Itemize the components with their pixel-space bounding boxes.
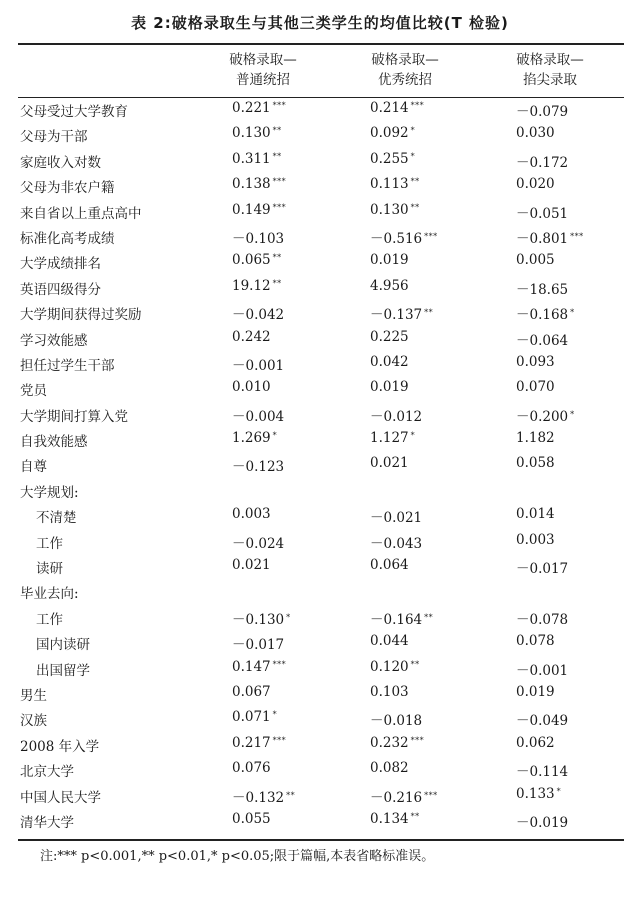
cell-value: 0.065 [232,252,271,269]
row-label: 父母为干部 [20,129,88,146]
significance-marker: *** [272,177,287,187]
row-label: 大学期间打算入党 [20,408,128,425]
row-label: 担任过学生干部 [20,357,115,374]
cell-value: 19.12 [232,277,271,294]
significance-marker: *** [424,790,438,800]
table-cell [370,786,438,806]
column-header-2-line1: 破格录取— [371,52,439,68]
row-label: 北京大学 [20,764,74,781]
table-cell [232,430,277,446]
table-cell [516,430,557,446]
cell-value: 0.076 [232,760,271,777]
cell-value: 0.242 [232,328,271,345]
cell-value: －0.079 [516,104,569,120]
table-row [0,275,640,300]
table-row [0,224,640,249]
table-cell [370,405,424,425]
table-cell [370,227,438,247]
table-row [0,427,640,452]
cell-value: 0.042 [370,353,409,370]
table-cell [516,582,518,598]
table-title: 表 2:破格录取生与其他三类学生的均值比较(T 检验) [131,14,509,32]
table-cell [370,811,420,827]
significance-marker: *** [272,659,287,669]
significance-marker: ** [410,202,420,212]
cell-value: －0.172 [516,154,569,171]
significance-marker: *** [272,101,287,110]
table-cell [370,582,372,598]
table-cell [370,684,411,700]
cell-value: 0.147 [232,658,271,675]
table-cell [232,100,286,116]
table-cell [516,303,575,323]
cell-value: －0.164 [370,611,423,628]
table-row [0,402,640,427]
cell-value: 0.064 [370,557,409,574]
table-row [0,554,640,579]
significance-marker: * [410,126,416,136]
row-label: 党员 [20,383,47,400]
significance-marker: * [272,710,278,720]
bottom-rule [18,839,624,841]
table-cell [516,735,557,751]
column-header-1 [188,50,338,90]
table-footnote: 注:*** p<0.001,** p<0.01,* p<0.05;限于篇幅,本表省略标准误。 [40,849,435,864]
cell-value: －0.001 [232,357,285,374]
column-header-3 [475,50,625,90]
table-cell [232,532,286,552]
table-cell [370,125,415,141]
cell-value: －0.064 [516,332,569,349]
table-cell [232,582,234,598]
table-cell [516,659,570,679]
table-cell [370,354,411,370]
row-label: 不清楚 [36,510,77,527]
cell-value: －0.001 [516,662,569,679]
table-cell [232,151,282,167]
cell-value: 0.130 [232,125,271,142]
table-row [0,351,640,376]
significance-marker: *** [410,735,425,745]
table-row [0,656,640,681]
table-row [0,300,640,325]
column-header-1-line1: 破格录取— [229,52,297,68]
table-cell [232,329,273,345]
cell-value: 0.149 [232,201,271,218]
table-cell [370,532,424,552]
table-cell [232,709,277,725]
row-label: 父母为非农户籍 [20,180,115,197]
table-cell [516,811,570,831]
table-row [0,97,640,122]
cell-value: 0.010 [232,379,271,396]
cell-value: －0.103 [232,230,285,247]
row-label: 大学成绩排名 [20,256,101,273]
table-cell [370,633,411,649]
cell-value: 0.021 [232,557,271,574]
row-label: 国内读研 [36,637,90,654]
table-cell [232,659,286,675]
table-cell [516,557,570,577]
table-cell [370,202,420,218]
table-cell [370,709,424,729]
cell-value: －0.216 [370,789,423,806]
cell-value: －0.801 [516,230,569,247]
cell-value: 1.127 [370,430,409,447]
cell-value: 0.093 [516,353,555,370]
significance-marker: ** [272,151,282,161]
cell-value: －0.516 [370,230,423,247]
cell-value: －0.017 [516,561,569,578]
table-row [0,706,640,731]
table-row [0,376,640,401]
row-label: 清华大学 [20,814,74,831]
cell-value: 0.055 [232,810,271,827]
table-cell [370,430,415,446]
significance-marker: ** [272,126,282,136]
table-cell [516,202,570,222]
cell-value: －0.200 [516,408,569,425]
cell-value: 0.134 [370,810,409,827]
table-row [0,249,640,274]
significance-marker: ** [424,612,434,622]
table-cell [516,329,570,349]
cell-value: 1.269 [232,430,271,447]
table-cell [516,760,570,780]
cell-value: 0.225 [370,328,409,345]
cell-value: －0.004 [232,408,285,425]
table-cell [516,684,557,700]
cell-value: 0.019 [516,683,555,700]
column-header-3-line2: 掐尖录取 [523,72,577,88]
table-cell [232,227,286,247]
cell-value: 0.133 [516,785,555,802]
row-label: 自我效能感 [20,434,88,451]
table-row [0,173,640,198]
cell-value: 0.078 [516,633,555,650]
table-cell [232,278,282,294]
cell-value: －0.043 [370,535,423,552]
significance-marker: *** [272,202,287,212]
cell-value: 0.014 [516,506,555,523]
column-header-3-line1: 破格录取— [516,52,584,68]
table-cell [232,684,273,700]
cell-value: －0.123 [232,459,285,476]
row-label: 英语四级得分 [20,281,101,298]
cell-value: 0.019 [370,379,409,396]
row-label: 父母受过大学教育 [20,104,128,120]
cell-value: 0.005 [516,252,555,269]
cell-value: －0.049 [516,713,569,730]
row-label: 家庭收入对数 [20,154,101,171]
significance-marker: * [410,431,416,441]
table-cell [232,481,234,497]
table-cell [232,252,282,268]
significance-marker: * [272,431,278,441]
table-cell [370,176,420,192]
cell-value: 0.311 [232,150,271,167]
table-row [0,122,640,147]
row-label: 汉族 [20,713,47,730]
row-label: 学习效能感 [20,332,88,349]
table-cell [232,405,286,425]
table-cell [516,405,575,425]
significance-marker: * [556,786,562,796]
cell-value: 0.082 [370,760,409,777]
cell-value: 0.019 [370,252,409,269]
table-cell [370,481,372,497]
significance-marker: *** [410,101,425,110]
table-row [0,757,640,782]
significance-marker: ** [424,308,434,318]
cell-value: 0.255 [370,150,409,167]
table-row [0,579,640,604]
table-cell [232,455,286,475]
significance-marker: * [286,612,291,622]
row-label: 2008 年入学 [20,738,100,755]
table-cell [370,455,411,471]
cell-value: 0.058 [516,455,555,472]
cell-value: 0.092 [370,125,409,142]
significance-marker: *** [570,231,584,241]
table-cell [370,100,424,116]
table-cell [370,659,420,675]
table-cell [516,532,557,548]
table-cell [232,760,273,776]
cell-value: 0.003 [232,506,271,523]
table-cell [370,379,411,395]
table-cell [516,455,557,471]
table-cell [370,151,415,167]
row-label: 出国留学 [36,662,90,679]
cell-value: －0.137 [370,307,423,324]
column-header-2 [330,50,480,90]
significance-marker: * [410,151,416,161]
table-cell [516,227,584,247]
table-row [0,478,640,503]
cell-value: －0.130 [232,611,285,628]
significance-marker: ** [286,790,296,800]
table-cell [516,252,557,268]
cell-value: －0.017 [232,637,285,654]
table-cell [516,100,570,120]
cell-value: 0.130 [370,201,409,218]
cell-value: 4.956 [370,277,409,294]
table-row [0,808,640,833]
cell-value: 0.021 [370,455,409,472]
table-cell [370,735,424,751]
table-row [0,326,640,351]
row-label: 工作 [36,535,63,552]
row-label: 中国人民大学 [20,789,101,806]
cell-value: 1.182 [516,430,555,447]
table-cell [232,354,286,374]
cell-value: 0.003 [516,531,555,548]
row-label: 毕业去向: [20,586,79,603]
cell-value: 0.120 [370,658,409,675]
table-cell [516,709,570,729]
significance-marker: ** [410,811,420,821]
significance-marker: ** [272,278,282,288]
table-row [0,452,640,477]
table-cell [516,608,570,628]
cell-value: 0.062 [516,734,555,751]
table-cell [232,506,273,522]
cell-value: －0.024 [232,535,285,552]
table-cell [516,786,561,802]
cell-value: 0.217 [232,734,271,751]
cell-value: －0.042 [232,307,285,324]
cell-value: 0.071 [232,709,271,726]
table-cell [370,608,433,628]
table-cell [232,303,286,323]
cell-value: －0.012 [370,408,423,425]
table-cell [232,633,286,653]
table-cell [232,202,286,218]
significance-marker: *** [272,735,287,745]
table-row [0,605,640,630]
column-header-2-line2: 优秀统招 [378,72,432,88]
cell-value: －18.65 [516,281,569,298]
table-body [0,97,640,833]
table-cell [516,151,570,171]
cell-value: 0.067 [232,683,271,700]
table-cell [370,303,433,323]
table-cell [516,125,557,141]
table-row [0,503,640,528]
table-row [0,783,640,808]
row-label: 读研 [36,561,63,578]
cell-value: －0.132 [232,789,285,806]
cell-value: －0.078 [516,611,569,628]
column-header-1-line2: 普通统招 [236,72,290,88]
significance-marker: *** [424,231,438,241]
cell-value: 0.232 [370,734,409,751]
cell-value: 0.138 [232,176,271,193]
cell-value: 0.020 [516,176,555,193]
table-cell [232,379,273,395]
cell-value: －0.018 [370,713,423,730]
table-cell [232,176,286,192]
table-row [0,148,640,173]
table-cell [370,506,424,526]
table-cell [370,557,411,573]
table-cell [232,608,291,628]
table-row [0,529,640,554]
significance-marker: * [570,308,575,318]
cell-value: －0.114 [516,764,569,781]
cell-value: －0.051 [516,205,569,222]
table-cell [516,379,557,395]
row-label: 大学规划: [20,484,79,501]
row-label: 大学期间获得过奖励 [20,307,142,324]
top-rule [18,43,624,45]
table-cell [516,506,557,522]
table-cell [370,278,411,294]
table-cell [232,557,273,573]
significance-marker: ** [410,659,420,669]
cell-value: 0.214 [370,100,409,116]
row-label: 自尊 [20,459,47,476]
cell-value: 0.044 [370,633,409,650]
table-row [0,732,640,757]
table-row [0,199,640,224]
cell-value: 0.221 [232,100,271,116]
table-cell [516,633,557,649]
table-row [0,630,640,655]
cell-value: 0.103 [370,683,409,700]
table-cell [370,252,411,268]
row-label: 工作 [36,611,63,628]
row-label: 标准化高考成绩 [20,230,115,247]
table-cell [232,125,282,141]
cell-value: －0.019 [516,814,569,831]
cell-value: 0.030 [516,125,555,142]
table-cell [516,481,518,497]
table-cell [232,811,273,827]
significance-marker: ** [410,177,420,187]
significance-marker: * [570,409,575,419]
cell-value: 0.070 [516,379,555,396]
cell-value: －0.168 [516,307,569,324]
row-label: 男生 [20,687,47,704]
table-cell [370,760,411,776]
table-cell [232,786,295,806]
table-row [0,681,640,706]
row-label: 来自省以上重点高中 [20,205,142,222]
table-cell [516,354,557,370]
cell-value: －0.021 [370,510,423,527]
table-cell [516,278,570,298]
table-cell [370,329,411,345]
table-cell [232,735,286,751]
table-cell [516,176,557,192]
cell-value: 0.113 [370,176,409,193]
significance-marker: ** [272,253,282,263]
